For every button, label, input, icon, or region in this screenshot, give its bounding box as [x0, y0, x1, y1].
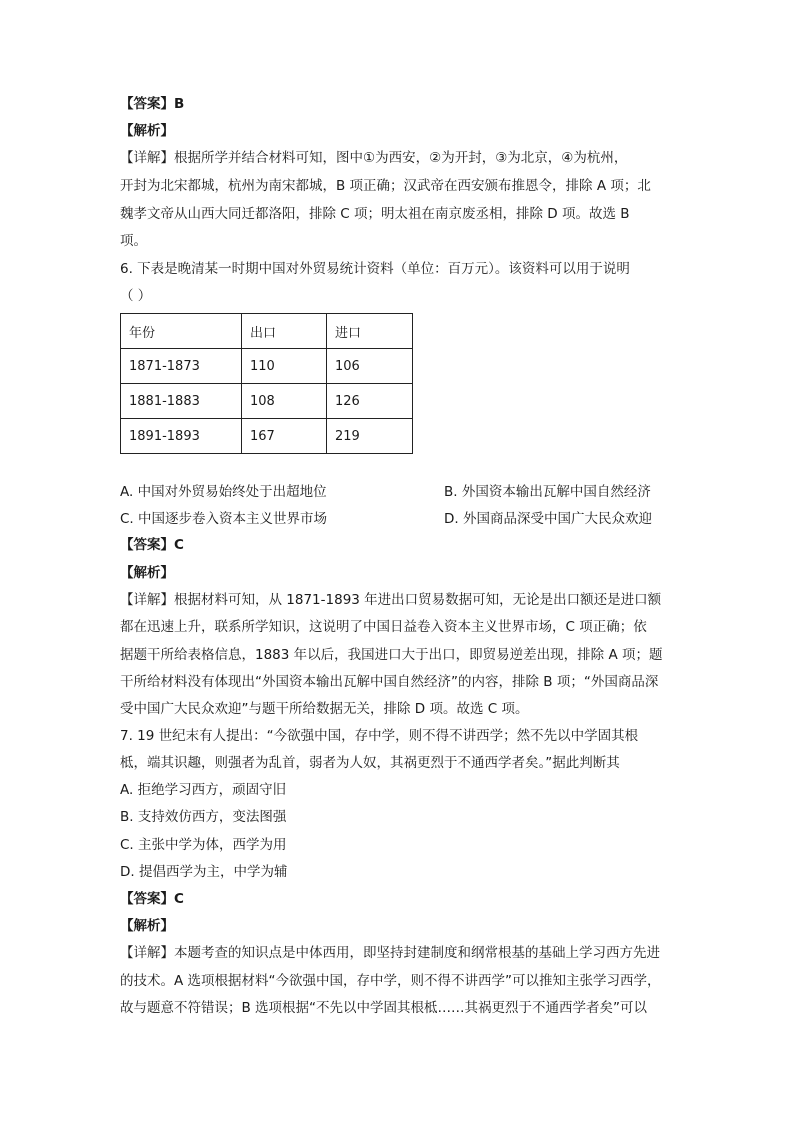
q6-option-d: D. 外国商品深受中国广大民众欢迎: [444, 511, 652, 527]
table-cell: 219: [327, 419, 413, 454]
q6-option-c: C. 中国逐步卷入资本主义世界市场: [120, 511, 328, 527]
q7-stem-line: 柢，端其识趣，则强者为乱首，弱者为人奴，其祸更烈于不通西学者矣。”据此判断其: [120, 755, 620, 771]
table-row: [121, 419, 413, 454]
q6-detail-line: 【详解】根据材料可知，从 1871-1893 年进出口贸易数据可知，无论是出口额还是进口额: [120, 592, 662, 608]
q6-stem-line: （ ）: [120, 288, 152, 304]
trade-statistics-table: [120, 313, 413, 454]
q7-stem-line: 7. 19 世纪末有人提出：“今欲强中国，存中学，则不得不讲西学；然不先以中学固其根: [120, 728, 639, 744]
q6-option-b: B. 外国资本输出瓦解中国自然经济: [444, 484, 651, 500]
q7-option-c: C. 主张中学为体，西学为用: [120, 837, 287, 853]
table-cell: 106: [327, 349, 413, 384]
table-cell: 1891-1893: [121, 419, 242, 454]
table-header-cell: 进口: [327, 314, 413, 349]
q7-option-a: A. 拒绝学习西方，顽固守旧: [120, 782, 287, 798]
q7-option-b: B. 支持效仿西方，变法图强: [120, 809, 287, 825]
q5-detail-line: 项。: [120, 233, 147, 249]
q6-option-a: A. 中国对外贸易始终处于出超地位: [120, 484, 327, 500]
table-header-cell: 出口: [242, 314, 327, 349]
q7-analysis-heading: 【解析】: [120, 918, 174, 934]
table-cell: 110: [242, 349, 327, 384]
q7-detail-line: 【详解】本题考查的知识点是中体西用，即坚持封建制度和纲常根基的基础上学习西方先进: [120, 945, 660, 961]
q5-detail-line: 魏孝文帝从山西大同迁都洛阳，排除 C 项；明太祖在南京废丞相，排除 D 项。故选 B: [120, 206, 630, 222]
table-row: [121, 349, 413, 384]
table-header-row: [121, 314, 413, 349]
q6-detail-line: 据题干所给表格信息，1883 年以后，我国进口大于出口，即贸易逆差出现，排除 A 项；题: [120, 647, 663, 663]
q5-detail-line: 【详解】根据所学并结合材料可知，图中①为西安，②为开封，③为北京，④为杭州，: [120, 150, 628, 166]
q7-detail-line: 的技术。A 选项根据材料“今欲强中国，存中学，则不得不讲西学”可以推知主张学习西学，: [120, 973, 661, 989]
q5-detail-line: 开封为北宋都城，杭州为南宋都城，B 项正确；汉武帝在西安颁布推恩令，排除 A 项；北: [120, 178, 651, 194]
table-cell: 167: [242, 419, 327, 454]
q7-answer: 【答案】C: [120, 891, 184, 907]
table-header-cell: 年份: [121, 314, 242, 349]
q6-answer: 【答案】C: [120, 537, 184, 553]
q6-detail-line: 干所给材料没有体现出“外国资本输出瓦解中国自然经济”的内容，排除 B 项；“外国商品深: [120, 674, 659, 690]
q6-stem-line: 6. 下表是晚清某一时期中国对外贸易统计资料（单位：百万元）。该资料可以用于说明: [120, 261, 630, 277]
table-row: [121, 384, 413, 419]
table-cell: 126: [327, 384, 413, 419]
q5-answer: 【答案】B: [120, 96, 185, 112]
q7-option-d: D. 提倡西学为主，中学为辅: [120, 864, 288, 880]
q6-analysis-heading: 【解析】: [120, 565, 174, 581]
q5-analysis-heading: 【解析】: [120, 123, 174, 139]
table-cell: 1881-1883: [121, 384, 242, 419]
table-cell: 1871-1873: [121, 349, 242, 384]
table-cell: 108: [242, 384, 327, 419]
q7-detail-line: 故与题意不符错误；B 选项根据“不先以中学固其根柢……其祸更烈于不通西学者矣”可以: [120, 1000, 648, 1016]
q6-detail-line: 受中国广大民众欢迎”与题干所给数据无关，排除 D 项。故选 C 项。: [120, 701, 529, 717]
q6-detail-line: 都在迅速上升，联系所学知识，这说明了中国日益卷入资本主义世界市场，C 项正确；依: [120, 619, 647, 635]
